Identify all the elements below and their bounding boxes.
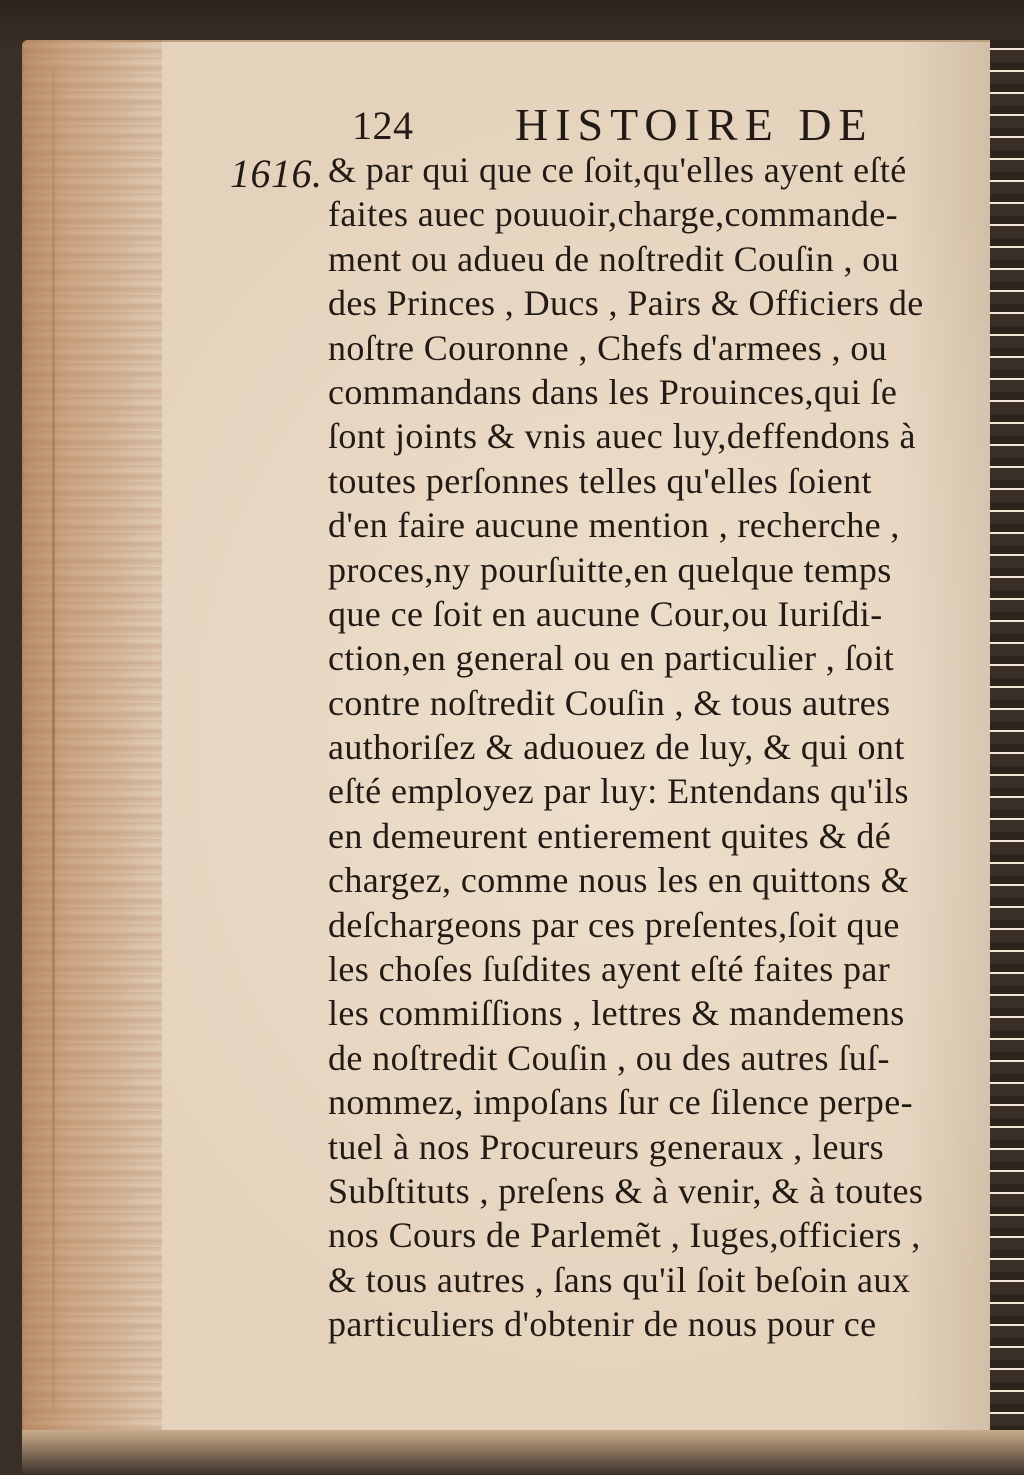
text-line: & par qui que ce ſoit,qu'elles ayent eſté (328, 150, 907, 190)
text-line: eſté employez par luy: Entendans qu'ils (328, 771, 909, 812)
text-line: proces,ny pourſuitte,en quelque temps (328, 549, 892, 590)
page-body-text (328, 148, 978, 1347)
gutter-line (52, 70, 55, 1410)
text-line: contre noſtredit Couſin , & tous autres (328, 682, 891, 723)
text-line: commandans dans les Prouinces,qui ſe (328, 371, 898, 412)
running-title: HISTOIRE DE (515, 99, 874, 150)
text-line: les commiſſions , lettres & mandemens (328, 993, 905, 1034)
text-line: & tous autres , ſans qu'il ſoit beſoin aux (328, 1259, 911, 1300)
text-line: authoriſez & aduouez de luy, & qui ont (328, 727, 905, 768)
page-left-edge (22, 40, 162, 1445)
text-line: particuliers d'obtenir de nous pour ce (328, 1304, 877, 1345)
text-line: noſtre Couronne , Chefs d'armees , ou (328, 327, 888, 368)
margin-year: 1616. (230, 151, 323, 196)
text-line: des Princes , Ducs , Pairs & Officiers de (328, 283, 924, 324)
text-line: d'en faire aucune mention , recherche , (328, 505, 900, 546)
text-line: de noſtredit Couſin , ou des autres ſuſ- (328, 1037, 890, 1078)
page-bottom-edge (22, 1430, 1024, 1475)
text-line: faites auec pouuoir,charge,commande- (328, 194, 899, 235)
text-line: nommez, impoſans ſur ce ſilence perpe- (328, 1082, 913, 1123)
text-line: toutes perſonnes telles qu'elles ſoient (328, 460, 872, 501)
text-line: que ce ſoit en aucune Cour,ou Iuriſdi- (328, 593, 883, 634)
text-line: deſchargeons par ces preſentes,ſoit que (328, 904, 900, 945)
text-line: Subſtituts , preſens & à venir, & à toutes (328, 1170, 924, 1211)
text-line: ment ou adueu de noſtredit Couſin , ou (328, 238, 900, 279)
text-line: nos Cours de Parlemẽt , Iuges,officiers , (328, 1215, 921, 1256)
text-line: chargez, comme nous les en quittons & (328, 860, 910, 901)
text-line: ſont joints & vnis auec luy,deffendons à (328, 416, 916, 457)
text-line: les choſes ſuſdites ayent eſté faites par (328, 949, 891, 990)
page-number: 124 (352, 103, 414, 148)
text-line: tuel à nos Procureurs generaux , leurs (328, 1126, 885, 1167)
page-fore-edge (990, 40, 1024, 1475)
text-line: en demeurent entierement quites & dé (328, 815, 892, 856)
text-line: ction,en general ou en particulier , ſoit (328, 638, 895, 679)
